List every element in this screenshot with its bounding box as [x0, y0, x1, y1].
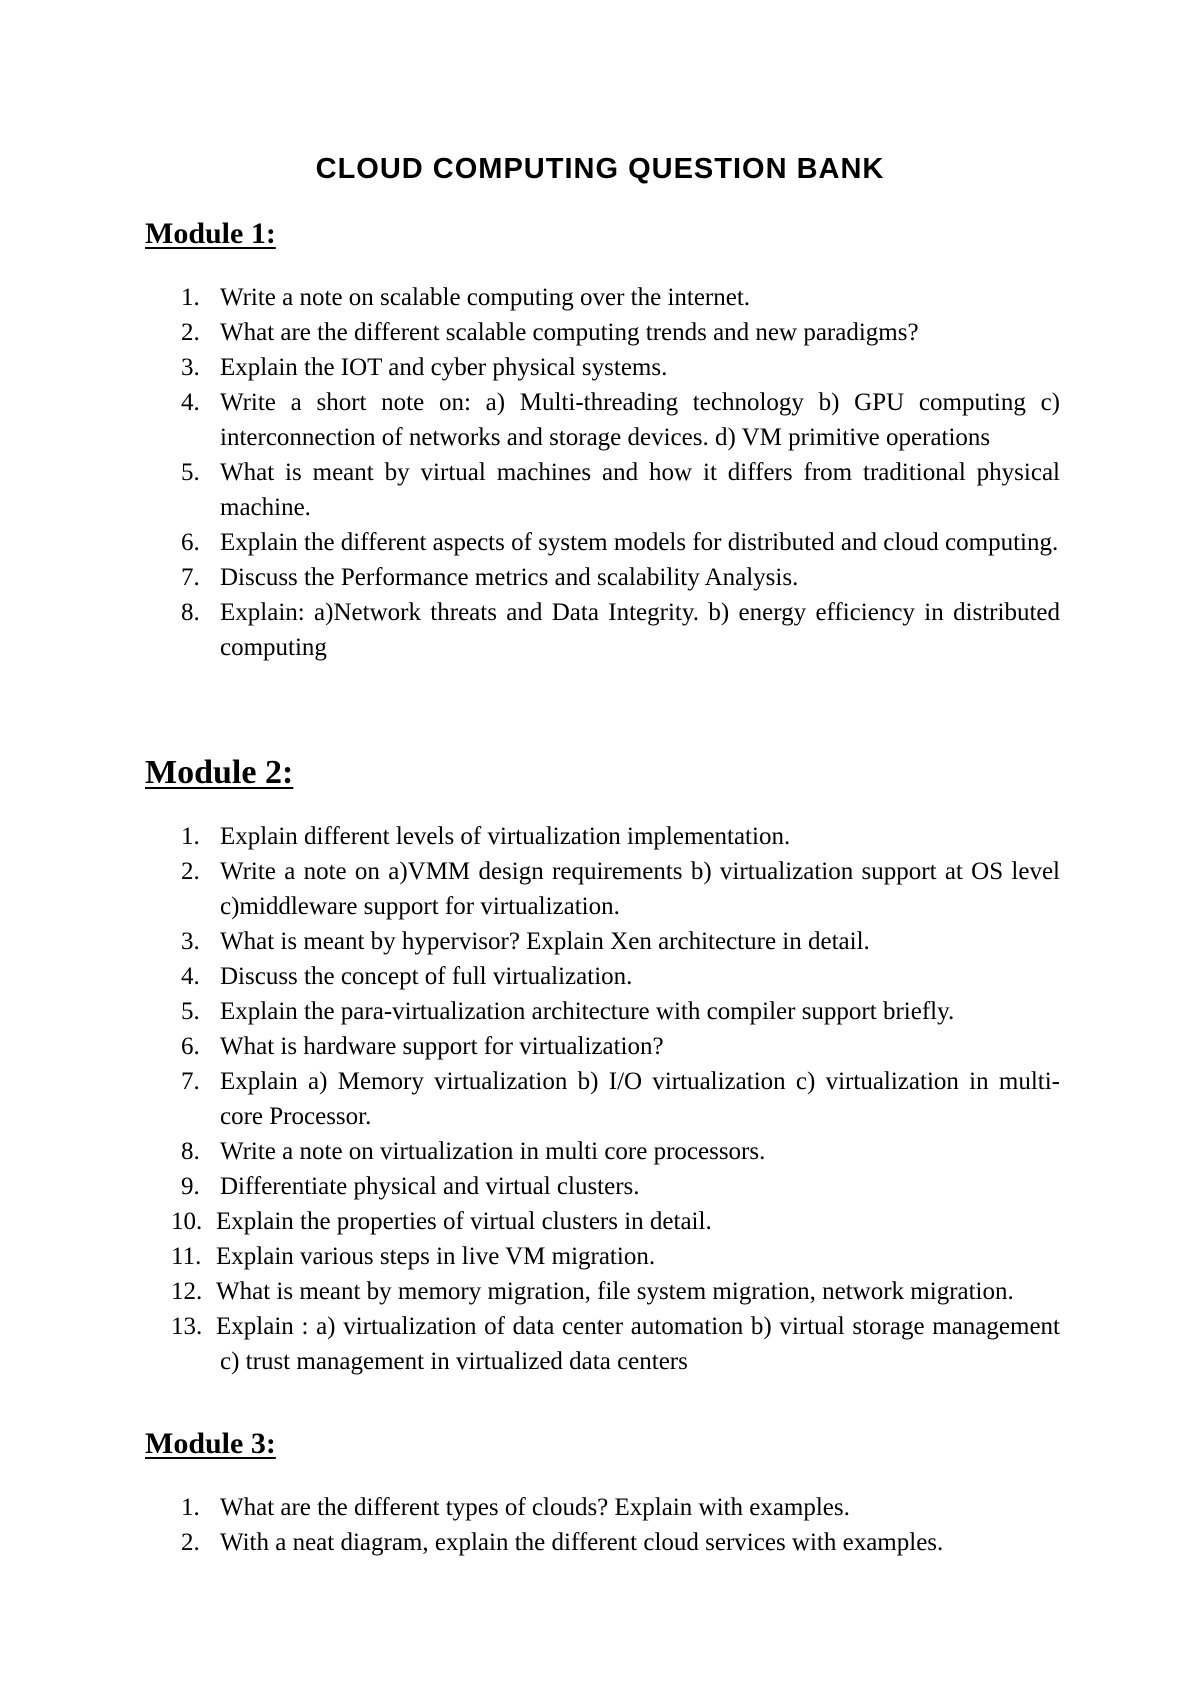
question-text: What is hardware support for virtualization?	[220, 1033, 664, 1060]
question-number: 2.	[181, 1529, 200, 1556]
question-number: 12.	[171, 1278, 203, 1305]
question-text: What are the different types of clouds? Explain with examples.	[220, 1494, 850, 1521]
question-item	[145, 994, 1060, 1029]
module-3-question-list	[145, 1490, 1060, 1560]
module-1-heading: Module 1:	[145, 217, 276, 250]
question-text: Write a note on scalable computing over the internet.	[220, 284, 751, 311]
question-item	[145, 595, 1060, 665]
question-item	[145, 1134, 1060, 1169]
question-number: 9.	[181, 1173, 200, 1200]
question-text: What is meant by virtual machines and how it differs from traditional physical machine.	[220, 459, 1060, 521]
question-number: 1.	[181, 284, 200, 311]
question-item	[145, 385, 1060, 455]
question-item	[145, 525, 1060, 560]
question-text: Explain the different aspects of system models for distributed and cloud computing.	[220, 529, 1059, 556]
question-number: 6.	[181, 529, 200, 556]
question-text: Write a note on a)VMM design requirements b) virtualization support at OS level c)middleware support for virtualization.	[220, 858, 1060, 920]
question-number: 4.	[181, 963, 200, 990]
question-number: 5.	[181, 998, 200, 1025]
question-text: Explain the properties of virtual clusters in detail.	[216, 1208, 712, 1235]
question-text: Write a note on virtualization in multi core processors.	[220, 1138, 766, 1165]
question-number: 11.	[171, 1243, 202, 1270]
question-item	[145, 1274, 1060, 1309]
question-text: Differentiate physical and virtual clusters.	[220, 1173, 640, 1200]
question-text: Write a short note on: a) Multi-threading technology b) GPU computing c) interconnection of networks and storage devices. d) VM primitive operations	[220, 389, 1060, 451]
question-number: 2.	[181, 858, 200, 885]
question-text: Explain a) Memory virtualization b) I/O virtualization c) virtualization in multi-core Processor.	[220, 1068, 1060, 1130]
question-text: What is meant by memory migration, file system migration, network migration.	[216, 1278, 1014, 1305]
question-text: With a neat diagram, explain the different cloud services with examples.	[220, 1529, 944, 1556]
question-text: Explain different levels of virtualization implementation.	[220, 823, 791, 850]
question-text: Discuss the concept of full virtualization.	[220, 963, 633, 990]
question-text: Explain various steps in live VM migration.	[216, 1243, 656, 1270]
question-item	[145, 924, 1060, 959]
module-3-heading: Module 3:	[145, 1427, 276, 1460]
question-text: Explain the para-virtualization architecture with compiler support briefly.	[220, 998, 955, 1025]
question-number: 10.	[171, 1208, 203, 1235]
question-number: 1.	[181, 1494, 200, 1521]
question-text: Explain: a)Network threats and Data Integrity. b) energy efficiency in distributed computing	[220, 599, 1060, 661]
question-item	[145, 1239, 1060, 1274]
question-text: Explain the IOT and cyber physical systems.	[220, 354, 668, 381]
question-text: What is meant by hypervisor? Explain Xen architecture in detail.	[220, 928, 870, 955]
question-item	[145, 1309, 1060, 1379]
question-item	[145, 1029, 1060, 1064]
question-number: 3.	[181, 928, 200, 955]
question-item	[145, 1064, 1060, 1134]
question-item	[145, 1204, 1060, 1239]
question-item	[145, 1525, 1060, 1560]
question-item	[145, 1169, 1060, 1204]
question-item	[145, 350, 1060, 385]
module-2-question-list	[145, 819, 1060, 1379]
question-number: 4.	[181, 389, 200, 416]
question-item	[145, 280, 1060, 315]
question-item	[145, 819, 1060, 854]
question-number: 8.	[181, 1138, 200, 1165]
question-text: Discuss the Performance metrics and scalability Analysis.	[220, 564, 799, 591]
question-number: 2.	[181, 319, 200, 346]
question-number: 7.	[181, 564, 200, 591]
question-text: Explain : a) virtualization of data center automation b) virtual storage management c) trust management in virtualized data centers	[216, 1313, 1060, 1375]
module-1-question-list	[145, 280, 1060, 665]
question-item	[145, 455, 1060, 525]
question-item	[145, 560, 1060, 595]
question-number: 7.	[181, 1068, 200, 1095]
question-item	[145, 315, 1060, 350]
question-item	[145, 854, 1060, 924]
question-number: 8.	[181, 599, 200, 626]
module-2-heading: Module 2:	[145, 754, 294, 791]
question-number: 1.	[181, 823, 200, 850]
question-item	[145, 959, 1060, 994]
question-number: 3.	[181, 354, 200, 381]
question-item	[145, 1490, 1060, 1525]
question-number: 13.	[171, 1313, 203, 1340]
question-text: What are the different scalable computing trends and new paradigms?	[220, 319, 919, 346]
question-number: 5.	[181, 459, 200, 486]
question-number: 6.	[181, 1033, 200, 1060]
document-title: CLOUD COMPUTING QUESTION BANK	[315, 153, 885, 185]
